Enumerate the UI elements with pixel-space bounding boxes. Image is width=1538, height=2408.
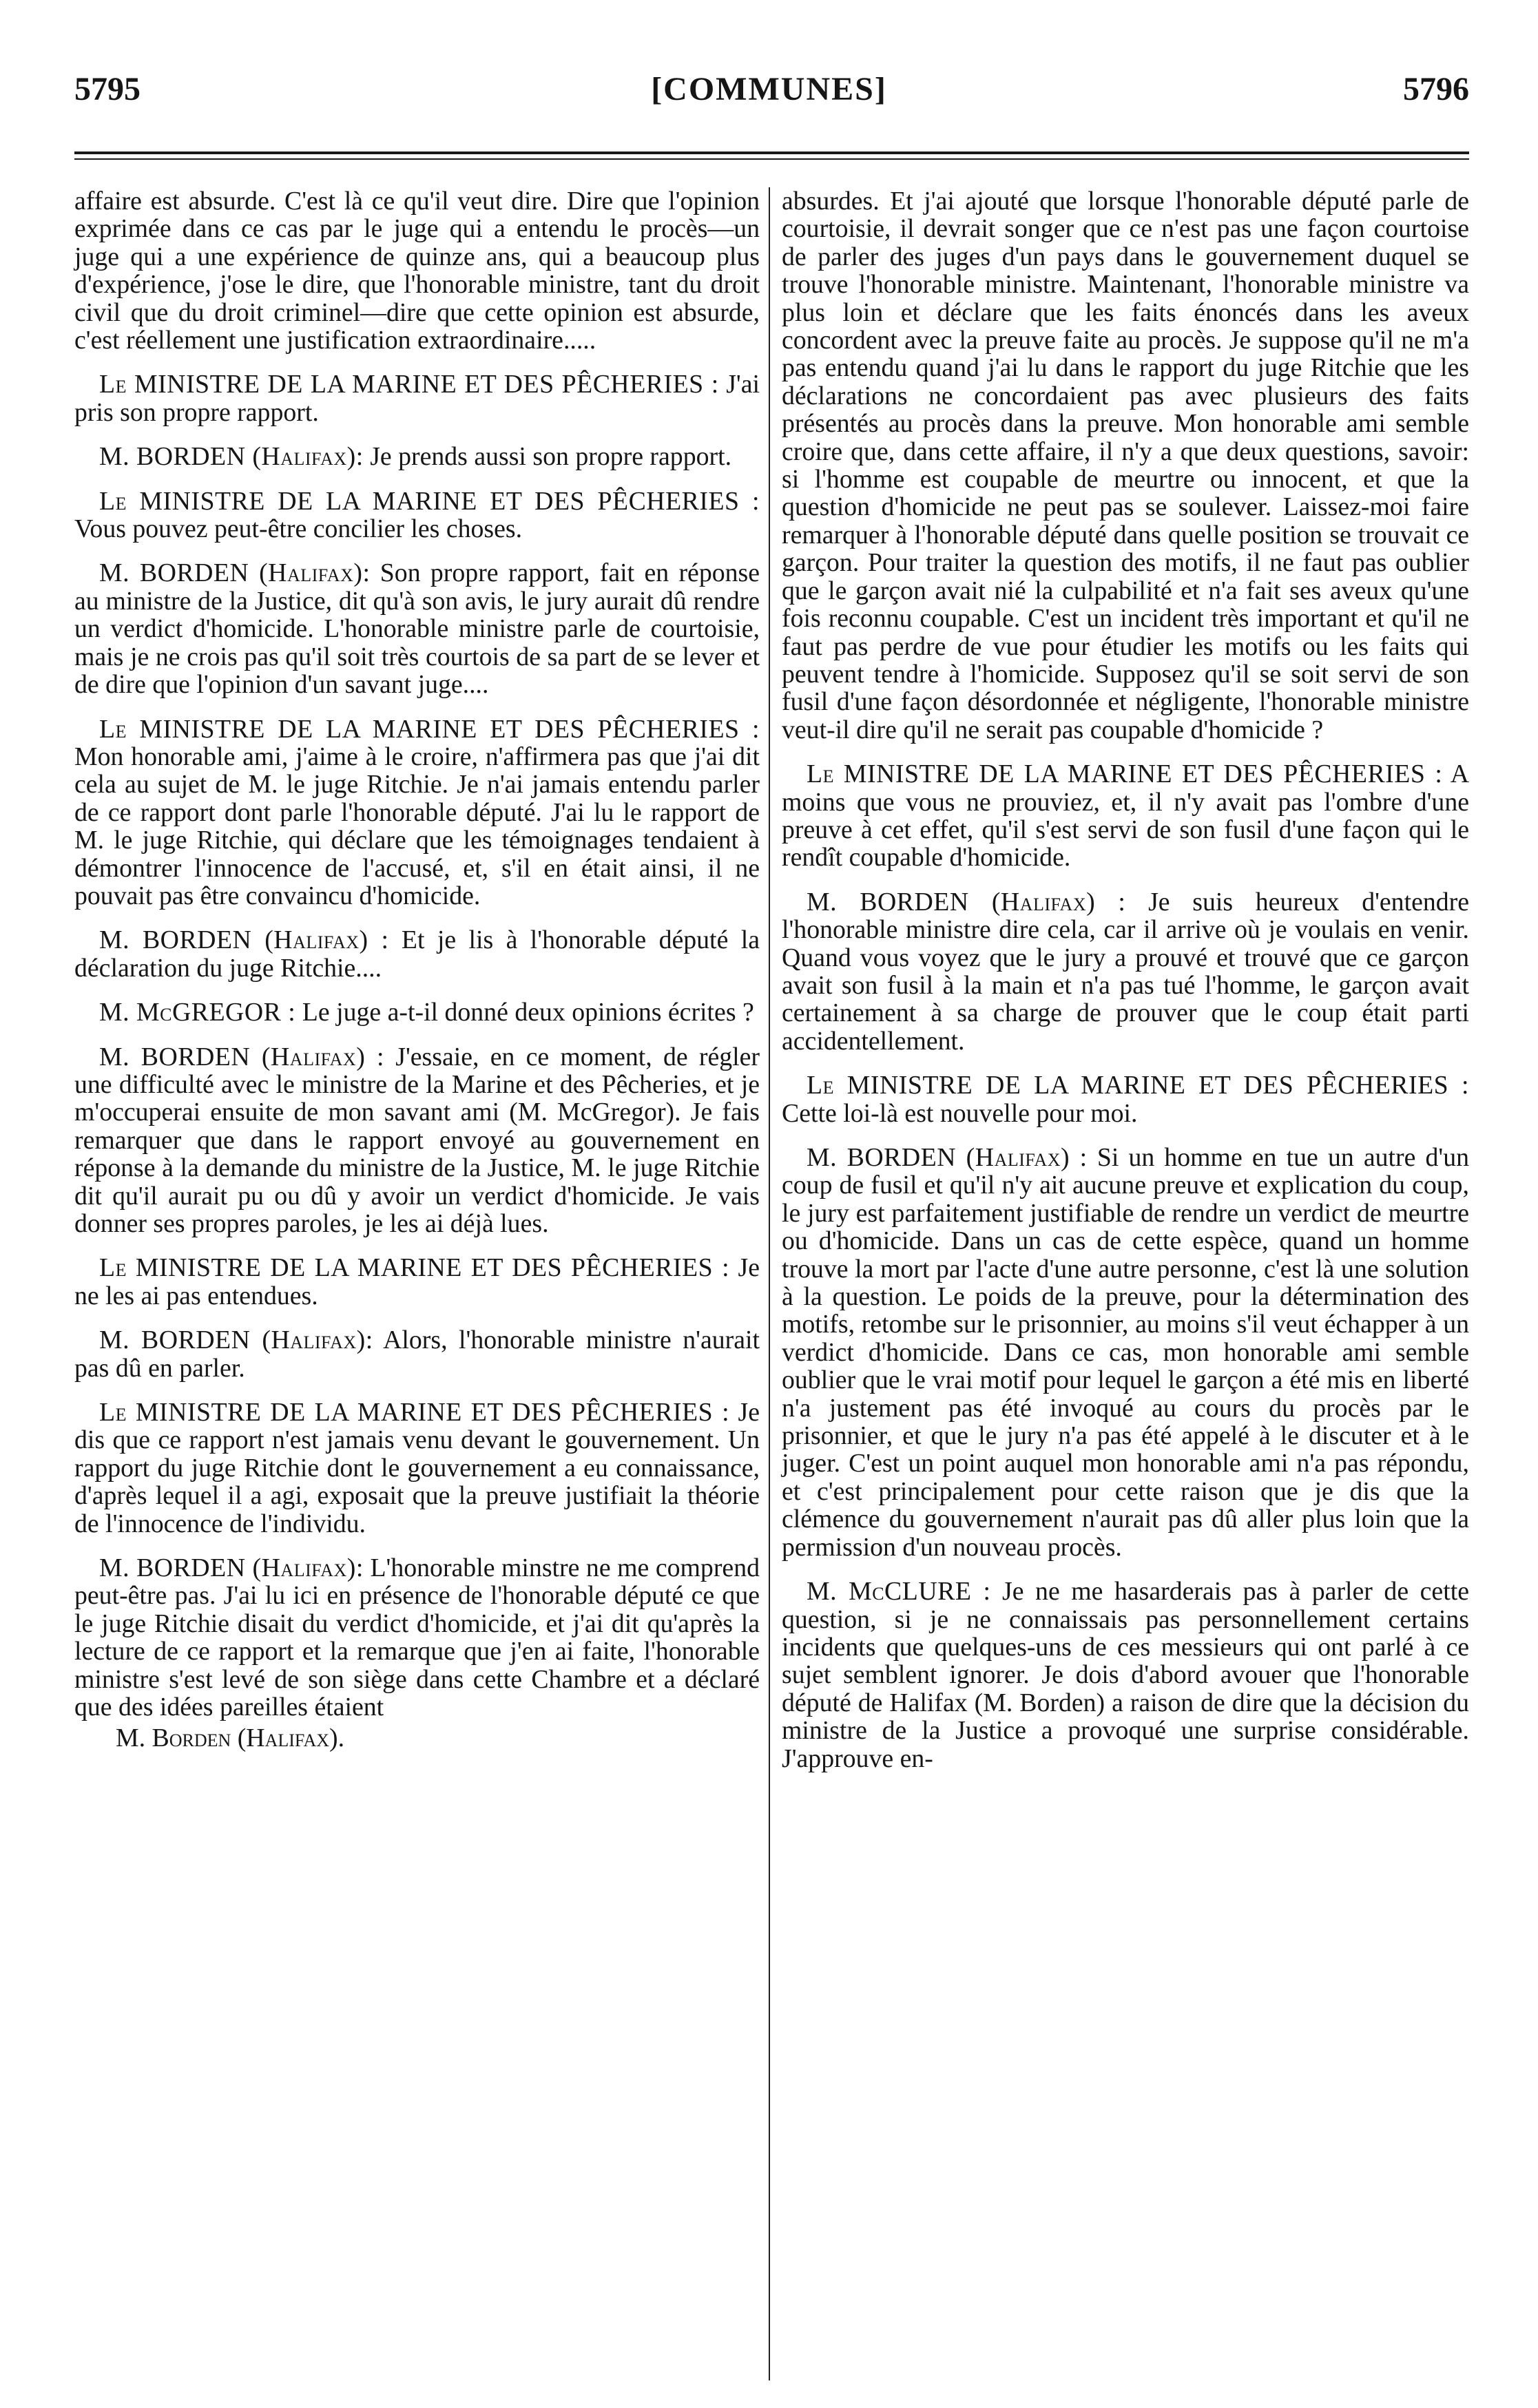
- speech-text: Je ne les ai pas entendues.: [74, 1253, 760, 1310]
- paragraph: [74, 370, 760, 426]
- speech-text: Son propre rapport, fait en réponse au ministre de la Justice, dit qu'à son avis, le jury aurait dû rendre un verdict d'homicide. L'honorable ministre parle de courtoisie, mais je ne crois pas qu'il soit très courtois de sa part de se lever et de dire que l'opinion d'un savant juge....: [74, 558, 760, 700]
- speaker-name: M. BORDEN (Halifax) :: [807, 887, 1126, 917]
- speech-text: Je ne me hasarderais pas à parler de cette question, si je ne connaissais pas personnellement certains incidents que quelques-uns de ces messieurs qui ont parlé à ce sujet semblent ignorer. Je dois d'abord avouer que l'honorable député de Halifax (M. Borden) a raison de dire que la décision du ministre de la Justice a provoqué une surprise considérable. J'approuve en-: [782, 1577, 1469, 1773]
- speaker-name: M. BORDEN (Halifax) :: [99, 1042, 385, 1071]
- page-header: [0, 63, 1538, 118]
- page-number-left: 5795: [74, 71, 141, 107]
- speaker-name: Le MINISTRE DE LA MARINE ET DES PÊCHERIES :: [99, 486, 760, 516]
- rule-bottom: [74, 158, 1469, 160]
- speaker-name: M. BORDEN (Halifax) :: [807, 1143, 1088, 1172]
- speech-text: Alors, l'honorable ministre n'aurait pas dû en parler.: [74, 1326, 760, 1383]
- speaker-name: Le MINISTRE DE LA MARINE ET DES PÊCHERIES :: [807, 760, 1443, 789]
- paragraph: [74, 1326, 760, 1382]
- paragraph: [74, 559, 760, 698]
- paragraph: [74, 1399, 760, 1538]
- speech-text: Je prends aussi son propre rapport.: [370, 442, 732, 472]
- speech-text: Si un homme en tue un autre d'un coup de fusil et qu'il n'y ait aucune preuve et explication du coup, le jury est parfaitement justifiable de rendre un verdict de meurtre ou d'homicide. Dans un cas de cette espèce, quand un homme trouve la mort par l'acte d'une autre personne, c'est là une solution à la question. Le poids de la preuve, pour la détermination des motifs, retombe sur le prisonnier, au moins s'il veut échapper à un verdict d'homicide. Dans ce cas, mon honorable ami semble oublier que le vrai motif pour lequel le garçon a été mis en liberté n'a justement pas été invoqué au cours du procès par le prisonnier, et que le jury n'a pas été appelé à le discuter et à le juger. C'est un point auquel mon honorable ami n'a pas répondu, et c'est principalement pour cette raison que je dis que la clémence du gouvernement n'aurait pas dû aller plus loin que la permission d'un nouveau procès.: [782, 1143, 1470, 1562]
- speech-text: J'essaie, en ce moment, de régler une difficulté avec le ministre de la Marine et des Pêcheries, et je m'occuperai ensuite de mon savant ami (M. McGregor). Je fais remarquer que dans le rapport envoyé au gouvernement en réponse à la demande du ministre de la Justice, M. le juge Ritchie dit qu'il aurait pu ou dû y avoir un verdict d'homicide. Je vais donner ses propres paroles, je les ai déjà lues.: [74, 1042, 760, 1238]
- speech-text: Vous pouvez peut-être concilier les choses.: [74, 514, 523, 544]
- paragraph: [74, 1254, 760, 1310]
- speech-text: L'honorable minstre ne me comprend peut-être pas. J'ai lu ici en présence de l'honorable député ce que le juge Ritchie disait du verdict d'homicide, et j'ai dit qu'après la lecture de ce rapport et la remarque que j'en ai faite, l'honorable ministre s'est levé de son siège dans cette Chambre et a déclaré que des idées pareilles étaient: [74, 1553, 760, 1722]
- speaker-name: M. BORDEN (Halifax):: [99, 1553, 364, 1583]
- column-divider: [769, 187, 770, 2380]
- paragraph: [782, 187, 1469, 744]
- speech-text: Mon honorable ami, j'aime à le croire, n'affirmera pas que j'ai dit cela au sujet de M. le juge Ritchie. Je n'ai jamais entendu parler de ce rapport dont parle l'honorable député. J'ai lu le rapport de M. le juge Ritchie, qui déclare que les témoignages tendaient à démontrer l'innocence de l'accusé, et, s'il en était ainsi, il ne pouvait pas être convaincu d'homicide.: [74, 742, 760, 910]
- paragraph: [74, 187, 760, 354]
- speech-text: M. Borden (Halifax).: [116, 1723, 345, 1752]
- paragraph: [74, 715, 760, 910]
- speaker-name: M. McCLURE :: [807, 1577, 991, 1606]
- speech-text: Et je lis à l'honorable député la déclaration du juge Ritchie....: [74, 925, 760, 983]
- paragraph: [782, 1071, 1469, 1127]
- speech-text: affaire est absurde. C'est là ce qu'il veut dire. Dire que l'opinion exprimée dans ce cas par le juge qui a entendu le procès—un juge qui a une expérience de quinze ans, qui a beaucoup plus d'expérience, j'ose le dire, que l'honorable ministre, tant du droit civil que du droit criminel—dire que cette opinion est absurde, c'est réellement une justification extraordinaire.....: [74, 187, 760, 355]
- paragraph: [782, 1144, 1469, 1561]
- left-column: [74, 187, 760, 1768]
- speaker-name: M. McGREGOR :: [99, 998, 296, 1027]
- speech-text: absurdes. Et j'ai ajouté que lorsque l'honorable député parle de courtoisie, il devrait songer que ce n'est pas une façon courtoise de parler des juges d'un pays dans le gouvernement duquel se trouve l'honorable ministre. Maintenant, l'honorable ministre va plus loin et déclare que les faits énoncés dans les aveux concordent avec la preuve faite au procès. Je suppose qu'il ne m'a pas entendu quand j'ai lu dans le rapport du juge Ritchie que les déclarations ne concordaient pas avec plusieurs des faits présentés au procès dans la preuve. Mon honorable ami semble croire que, dans cette affaire, il n'y a que deux questions, savoir: si l'homme est coupable de meurtre ou innocent, et que la question d'homicide ne peut pas se soulever. Laissez-moi faire remarquer à l'honorable député dans quelle position se trouvait ce garçon. Pour traiter la question des motifs, il ne faut pas oublier que le garçon avait nié la culpabilité et n'a fait ses aveux qu'une fois reconnu coupable. C'est un incident très important et qu'il ne faut pas perdre de vue pour étudier les motifs ou les faits qui peuvent tendre à l'homicide. Supposez qu'il se soit servi de son fusil d'une façon désordonnée et négligente, l'honorable ministre veut-il dire qu'il ne serait pas coupable d'homicide ?: [782, 187, 1469, 744]
- paragraph: [782, 760, 1469, 872]
- speaker-name: M. BORDEN (Halifax):: [99, 558, 371, 588]
- speaker-name: Le MINISTRE DE LA MARINE ET DES PÊCHERIES :: [807, 1071, 1469, 1100]
- paragraph: [74, 926, 760, 982]
- speaker-name: Le MINISTRE DE LA MARINE ET DES PÊCHERIES :: [99, 1253, 730, 1283]
- paragraph: [782, 1578, 1469, 1772]
- page-number-right: 5796: [1403, 71, 1469, 107]
- speech-text: Cette loi-là est nouvelle pour moi.: [782, 1098, 1138, 1128]
- speaker-name: M. BORDEN (Halifax):: [99, 442, 364, 472]
- speaker-name: M. BORDEN (Halifax) :: [99, 925, 389, 955]
- speaker-name: Le MINISTRE DE LA MARINE ET DES PÊCHERIES :: [99, 370, 719, 399]
- speaker-name: Le MINISTRE DE LA MARINE ET DES PÊCHERIES :: [99, 1398, 730, 1427]
- paragraph: [74, 1043, 760, 1238]
- speech-text: J'ai pris son propre rapport.: [74, 370, 760, 427]
- paragraph: [74, 998, 760, 1026]
- paragraph: [782, 888, 1469, 1055]
- rule-top: [74, 151, 1469, 154]
- paragraph: [74, 488, 760, 543]
- speaker-name: Le MINISTRE DE LA MARINE ET DES PÊCHERIES :: [99, 714, 760, 744]
- speech-text: A moins que vous ne prouviez, et, il n'y avait pas l'ombre d'une preuve à cet effet, qu'il s'est servi de son fusil d'une façon qui le rendît coupable d'homicide.: [782, 760, 1469, 872]
- speaker-name: M. BORDEN (Halifax):: [99, 1326, 373, 1355]
- speech-text: Je suis heureux d'entendre l'honorable ministre dire cela, car il arrive où je voulais en venir. Quand vous voyez que le jury a prouvé et trouvé que ce garçon avait son fusil à la main et n'a pas tué l'homme, le garçon avait certainement à sa charge de prouver que le coup était parti accidentellement.: [782, 887, 1470, 1056]
- speech-text: Le juge a-t-il donné deux opinions écrites ?: [302, 998, 754, 1027]
- paragraph: [74, 443, 760, 470]
- running-title: [COMMUNES]: [651, 71, 887, 107]
- paragraph: [74, 1554, 760, 1721]
- paragraph: [74, 1724, 760, 1752]
- header-rules: [74, 151, 1469, 172]
- speech-text: Je dis que ce rapport n'est jamais venu devant le gouvernement. Un rapport du juge Ritchie dont le gouvernement a eu connaissance, d'après lequel il a agi, exposait que la preuve justifiait la théorie de l'innocence de l'individu.: [74, 1398, 760, 1538]
- right-column: [782, 187, 1469, 1789]
